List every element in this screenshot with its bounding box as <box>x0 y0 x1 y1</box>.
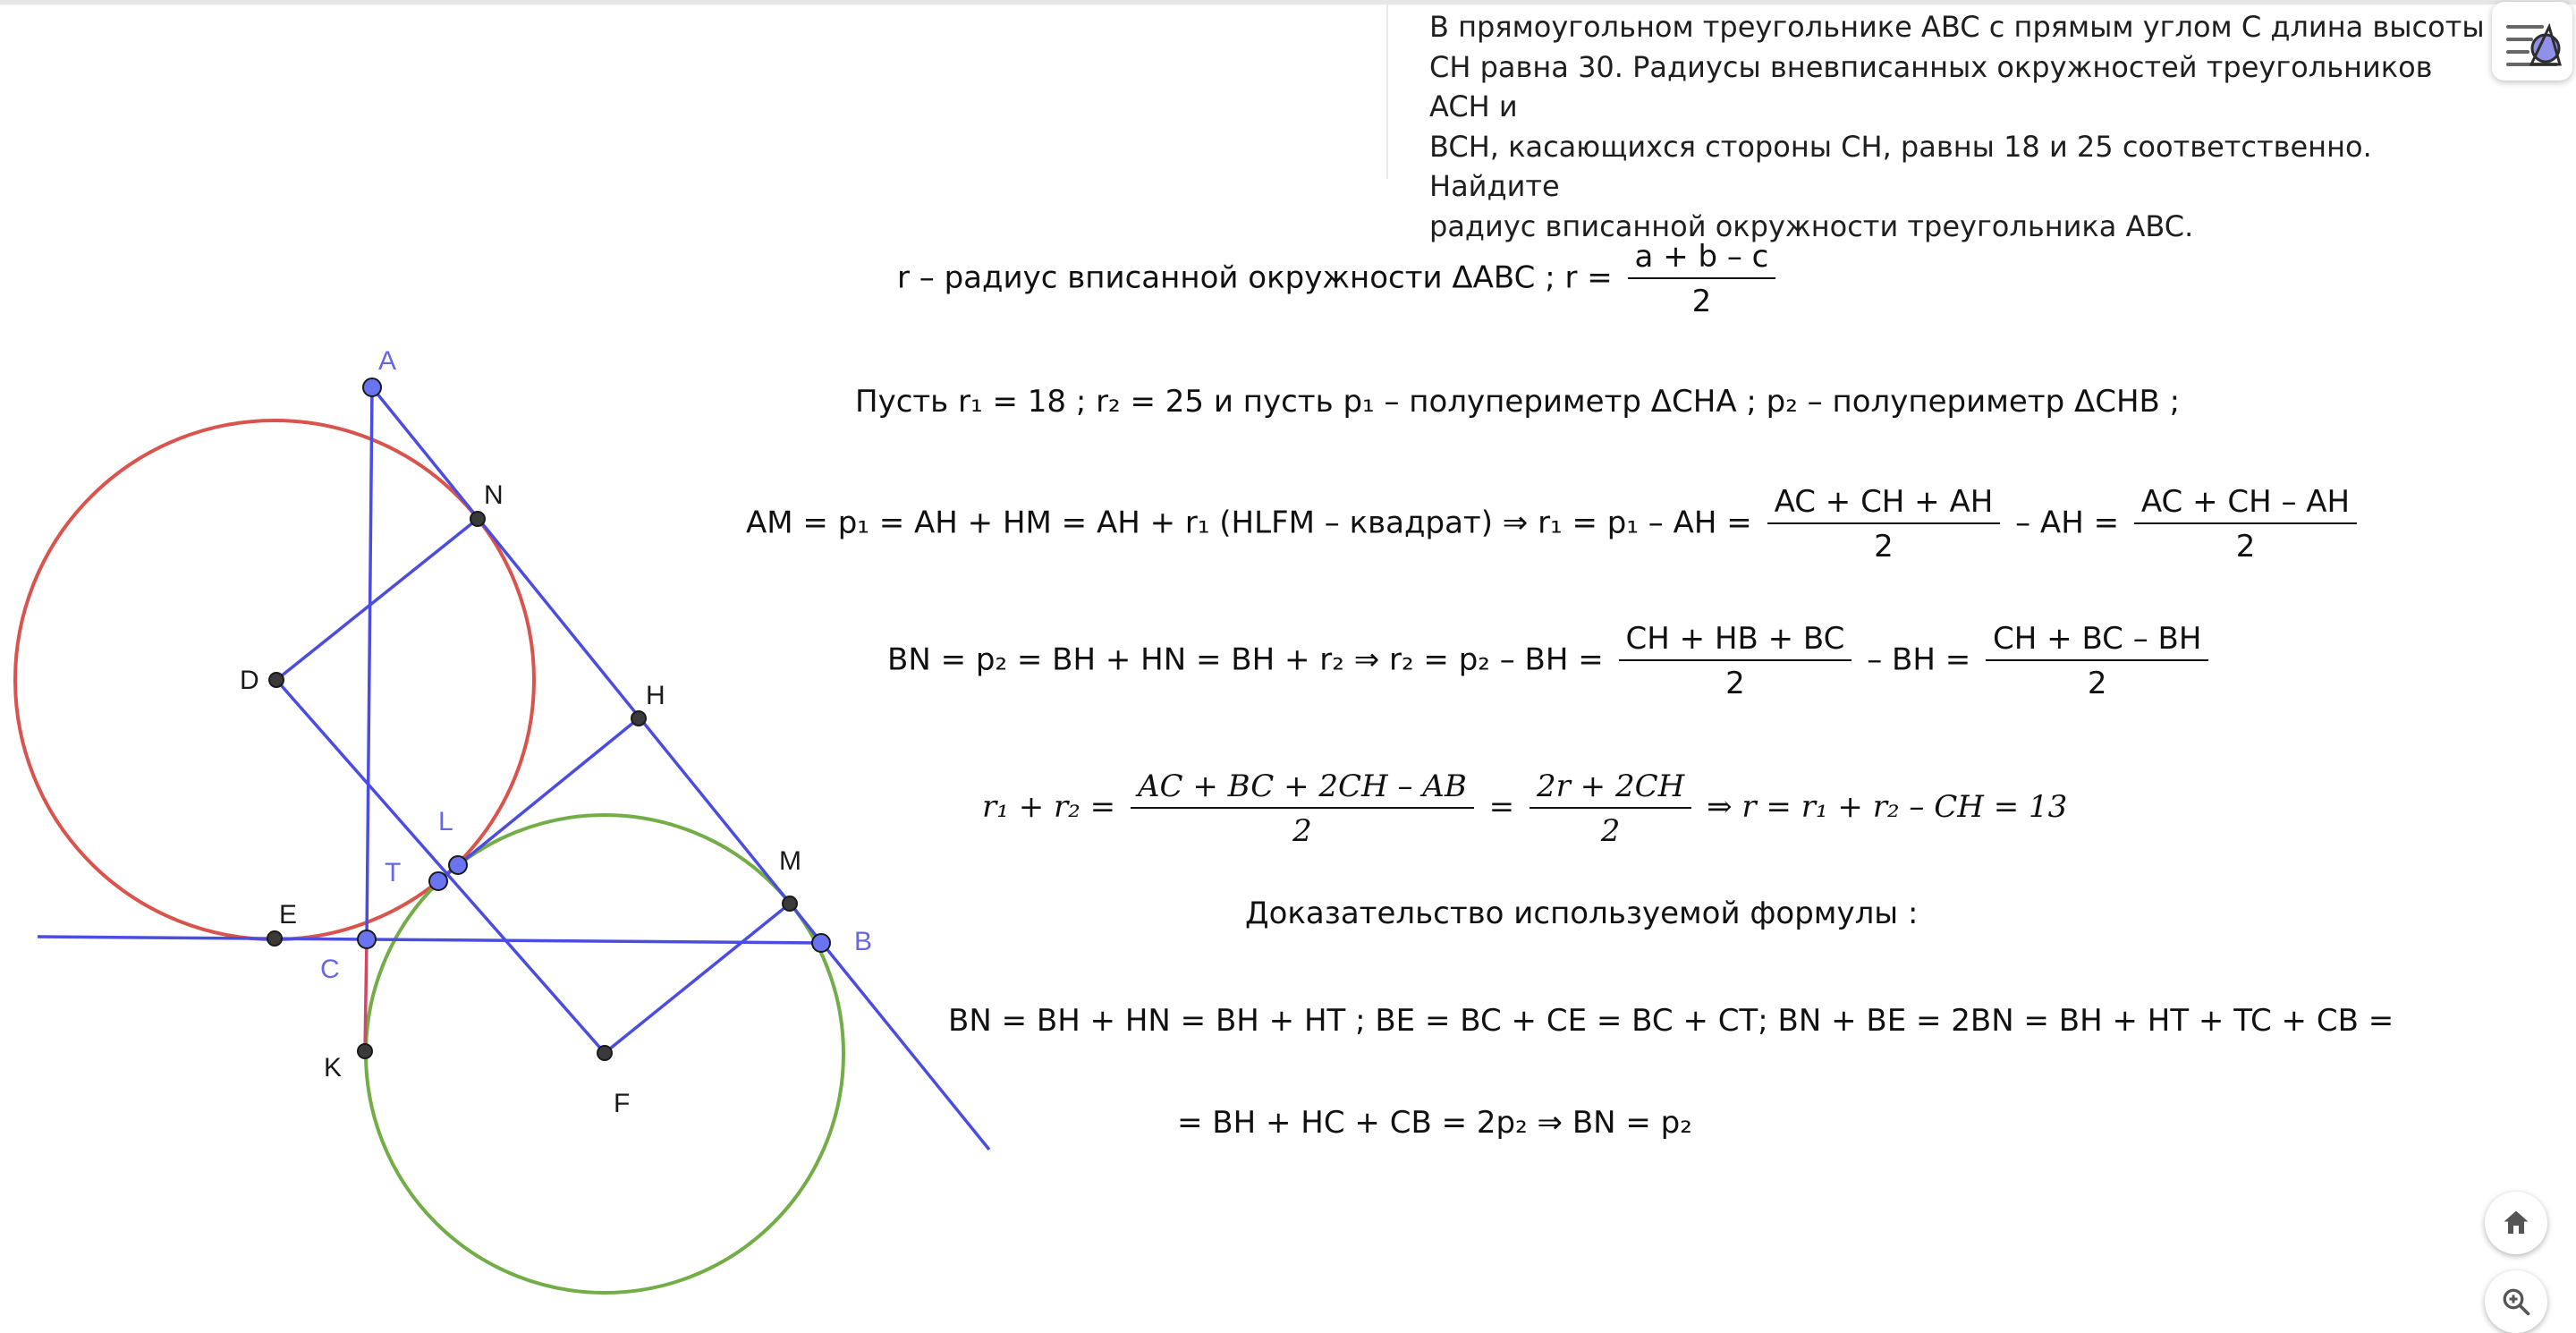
problem-line: радиус вписанной окружности треугольника ABC. <box>1429 208 2194 243</box>
denominator: 2 <box>2087 666 2107 701</box>
geometry-canvas[interactable] <box>0 0 1002 1313</box>
formula-r1-lhs: AM = p₁ = AH + HM = AH + r₁ (HLFM – квадрат) ⇒ r₁ = p₁ – AH = <box>746 505 1752 541</box>
label-h: H <box>646 681 665 710</box>
formula-r1 <box>746 484 2362 565</box>
numerator: CH + BC – BH <box>1986 624 2208 661</box>
point-f[interactable] <box>597 1046 612 1060</box>
formula-r2-lhs: BN = p₂ = BH + HN = BH + r₂ ⇒ r₂ = p₂ – BH = <box>887 641 1604 678</box>
point-b[interactable] <box>812 934 830 952</box>
formula-inradius <box>897 239 1781 319</box>
numerator: AC + CH + AH <box>1767 487 2001 524</box>
fraction <box>1767 484 2001 565</box>
label-b: B <box>854 927 873 956</box>
numerator: a + b – c <box>1628 242 1776 279</box>
point-n[interactable] <box>470 512 485 526</box>
proof-heading: Доказательство используемой формулы : <box>1245 896 1919 931</box>
label-m: M <box>779 846 801 876</box>
zoom-in-button[interactable] <box>2485 1270 2547 1333</box>
formula-definitions: Пусть r₁ = 18 ; r₂ = 25 и пусть p₁ – полупериметр ΔCHA ; p₂ – полупериметр ΔCHB ; <box>855 384 2181 420</box>
numerator: AC + CH – AH <box>2134 487 2357 524</box>
label-a: A <box>378 346 397 376</box>
numerator: AC + BC + 2CH – AB <box>1131 771 1474 809</box>
formula-r1-mid: – AH = <box>2015 505 2120 541</box>
algebra-menu-button[interactable] <box>2492 2 2572 81</box>
segment-fm[interactable] <box>605 904 790 1053</box>
denominator: 2 <box>1725 666 1745 701</box>
segment-ch[interactable] <box>438 718 639 881</box>
formula-sum-mid: = <box>1488 789 1515 825</box>
point-c[interactable] <box>358 930 376 948</box>
fraction <box>2134 484 2357 565</box>
denominator: 2 <box>1691 284 1712 319</box>
formula-r2 <box>887 621 2214 701</box>
proof-line-2: = BH + HC + CB = 2p₂ ⇒ BN = p₂ <box>1177 1105 1692 1141</box>
problem-line: В прямоугольном треугольнике ABC с прямым углом C длина высоты <box>1429 10 2485 44</box>
point-t[interactable] <box>429 872 447 890</box>
segment-cb[interactable] <box>367 939 821 943</box>
problem-panel <box>1386 0 2497 243</box>
label-n: N <box>484 480 504 510</box>
label-d: D <box>240 666 259 695</box>
label-f: F <box>614 1089 631 1118</box>
denominator: 2 <box>1292 813 1312 849</box>
segment-df[interactable] <box>276 680 605 1053</box>
point-m[interactable] <box>783 896 797 911</box>
proof-line-1: BN = BH + HN = BH + HT ; BE = BC + CE = BC + CT; BN + BE = 2BN = BH + HT + TC + CB = <box>948 1003 2394 1039</box>
formula-sum-lhs: r₁ + r₂ = <box>982 789 1116 825</box>
point-l[interactable] <box>449 856 467 874</box>
formula-r2-mid: – BH = <box>1867 641 1971 678</box>
denominator: 2 <box>1874 529 1894 565</box>
problem-line: CH равна 30. Радиусы вневписанных окружностей треугольников ACH и <box>1429 49 2433 123</box>
label-k: K <box>324 1053 343 1083</box>
label-e: E <box>279 900 298 930</box>
segment-ck[interactable] <box>365 939 367 1051</box>
point-e[interactable] <box>267 931 282 946</box>
fraction <box>1628 239 1776 319</box>
formula-inradius-text: r – радиус вписанной окружности ΔABC ; r = <box>897 259 1613 296</box>
algebra-menu-icon <box>2492 2 2572 81</box>
segment-dn[interactable] <box>276 519 478 680</box>
point-a[interactable] <box>363 378 381 396</box>
point-k[interactable] <box>358 1044 372 1058</box>
denominator: 2 <box>1600 813 1621 849</box>
home-icon <box>2500 1207 2532 1239</box>
point-d[interactable] <box>269 673 284 687</box>
problem-line: BCH, касающихся стороны CH, равны 18 и 25 соответственно. Найдите <box>1429 129 2372 203</box>
home-button[interactable] <box>2485 1192 2547 1254</box>
numerator: 2r + 2CH <box>1530 771 1691 809</box>
denominator: 2 <box>2235 529 2256 565</box>
fraction <box>1986 621 2208 701</box>
label-c: C <box>320 955 340 984</box>
label-t: T <box>385 858 402 887</box>
fraction <box>1530 768 1691 849</box>
problem-text <box>1429 7 2494 246</box>
point-h[interactable] <box>631 711 646 726</box>
formula-sum <box>982 768 2068 849</box>
label-l: L <box>438 807 453 836</box>
fraction <box>1619 621 1852 701</box>
segment-ac[interactable] <box>367 387 372 939</box>
numerator: CH + HB + BC <box>1619 624 1852 661</box>
fraction <box>1131 768 1474 849</box>
formula-sum-result: ⇒ r = r₁ + r₂ – CH = 13 <box>1707 789 2068 825</box>
